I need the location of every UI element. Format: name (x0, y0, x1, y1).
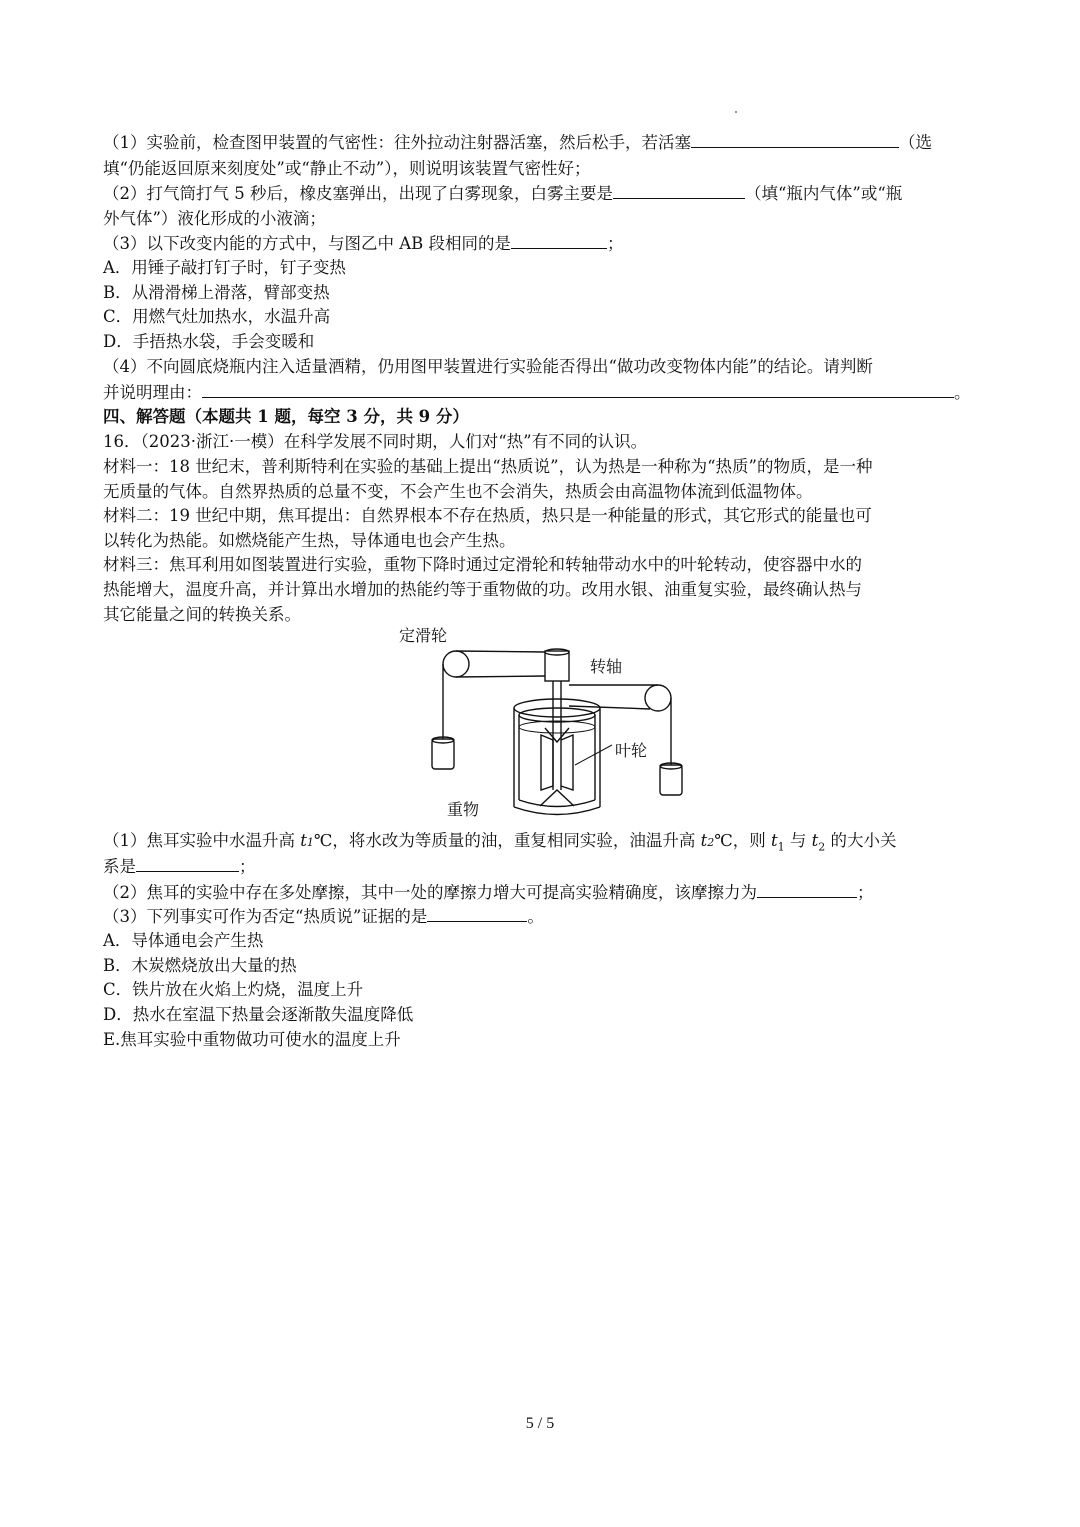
var-t1-subscript: 1 (306, 836, 314, 849)
q16-material2-line2: 以转化为热能。如燃烧能产生热，导体通电也会产生热。 (103, 531, 516, 550)
impeller-blade-left (541, 735, 553, 790)
inner-bottom (519, 800, 595, 807)
section-title: 四、解答题（本题共 1 题，每空 3 分，共 9 分） (103, 407, 469, 426)
q15-part1-line2: 填“仍能返回原来刻度处”或“静止不动”），则说明该装置气密性好； (103, 159, 591, 178)
q16-option-a[interactable]: A．导体通电会产生热 (103, 931, 264, 950)
fixed-pulley-left (443, 651, 469, 677)
q16-part1-line2 (103, 855, 256, 879)
q16-option-b[interactable]: B．木炭燃烧放出大量的热 (103, 956, 297, 975)
water-surface (519, 721, 595, 733)
q16-part1-blank[interactable] (136, 855, 239, 872)
q16-part1-text-d: 系是 (103, 857, 136, 876)
cmp-t1-subscript: 1 (777, 840, 785, 854)
var-t1: t (300, 831, 307, 850)
string-left-lower (456, 676, 545, 677)
fixed-pulley-right (645, 685, 671, 711)
q16-option-e[interactable]: E.焦耳实验中重物做功可使水的温度上升 (103, 1030, 401, 1049)
q16-part1-text-a: （1）焦耳实验中水温升高 (103, 831, 301, 850)
q16-option-c[interactable]: C．铁片放在火焰上灼烧，温度上升 (103, 980, 364, 999)
q15-option-c[interactable]: C．用燃气灶加热水，水温升高 (103, 307, 331, 326)
q15-part4-line1: （4）不向圆底烧瓶内注入适量酒精，仍用图甲装置进行实验能否得出“做功改变物体内能”的结论。请判断 (103, 357, 873, 376)
q15-part3-tail: ； (607, 234, 624, 253)
q15-part4-tail: 。 (954, 383, 971, 402)
q16-part2-line (103, 881, 874, 905)
impeller-blade-right (561, 735, 573, 790)
q16-part3-tail: 。 (527, 907, 544, 926)
string-right-lower (569, 706, 650, 709)
q15-part1-tail: （选 (899, 133, 932, 152)
q16-material1-line1: 材料一：18 世纪末，普利斯特利在实验的基础上提出“热质说”，认为热是一种称为“热质”的物质，是一种 (103, 457, 873, 476)
label-impeller: 叶轮 (615, 741, 648, 760)
q15-option-a[interactable]: A．用锤子敲打钉子时，钉子变热 (103, 258, 346, 277)
q16-part2-text: （2）焦耳的实验中存在多处摩擦，其中一处的摩擦力增大可提高实验精确度，该摩擦力为 (103, 883, 757, 902)
axle-block-top (545, 649, 569, 655)
label-fixed-pulley: 定滑轮 (399, 626, 448, 645)
q15-option-b[interactable]: B．从滑滑梯上滑落，臂部变热 (103, 283, 330, 302)
q16-part3-text: （3）下列事实可作为否定“热质说”证据的是 (103, 907, 428, 926)
q15-part1-text: （1）实验前，检查图甲装置的气密性：往外拉动注射器活塞，然后松手，若活塞 (103, 133, 691, 152)
q16-material3-line3: 其它能量之间的转换关系。 (103, 605, 301, 624)
label-axle: 转轴 (590, 657, 623, 676)
q16-material3-line1: 材料三：焦耳利用如图装置进行实验，重物下降时通过定滑轮和转轴带动水中的叶轮转动，使容器中水的 (103, 555, 862, 574)
var-t2: t (700, 831, 708, 850)
impeller-blade-top (545, 728, 569, 742)
q15-part4-text: 并说明理由： (103, 383, 202, 402)
string-left-top (456, 651, 545, 652)
q16-material1-line2: 无质量的气体。自然界热质的总量不变，不会产生也不会消失，热质会由高温物体流到低温物体。 (103, 482, 813, 501)
q16-part1-tail: 的大小关 (825, 831, 897, 850)
q15-part2-line2: 外气体”）液化形成的小液滴； (103, 209, 326, 228)
q16-material3-line2: 热能增大，温度升高，并计算出水增加的热能约等于重物做的功。改用水银、油重复实验，最终确认热与 (103, 580, 862, 599)
q16-part1-text-b: ℃，将水改为等质量的油，重复相同实验，油温升高 (313, 831, 701, 850)
q16-option-d[interactable]: D．热水在室温下热量会逐渐散失温度降低 (103, 1005, 414, 1024)
var-t2-subscript: 2 (707, 836, 715, 849)
impeller-blade-bottom (540, 790, 574, 806)
q15-part2-text: （2）打气筒打气 5 秒后，橡皮塞弹出，出现了白雾现象，白雾主要是 (103, 184, 613, 203)
q16-part2-blank[interactable] (757, 881, 857, 898)
q16-stem: 16．（2023·浙江·一模）在科学发展不同时期，人们对“热”有不同的认识。 (103, 432, 648, 451)
cmp-t1: t (770, 831, 778, 850)
cmp-t2: t (811, 831, 819, 850)
q16-part1-text-c: ℃，则 (714, 831, 771, 850)
label-weight: 重物 (447, 800, 480, 819)
q15-option-d[interactable]: D．手捂热水袋，手会变暖和 (103, 332, 315, 351)
impeller-leader (575, 745, 612, 765)
q16-part2-tail: ； (857, 883, 874, 902)
page-number: 5 / 5 (525, 1415, 555, 1432)
q16-part3-line (103, 905, 544, 929)
q16-part1-and: 与 (784, 831, 812, 850)
cmp-t2-subscript: 2 (818, 840, 826, 854)
q16-part3-blank[interactable] (427, 905, 527, 922)
q16-material2-line1: 材料二：19 世纪中期，焦耳提出：自然界根本不存在热质，热只是一种能量的形式，其它形式的能量也可 (103, 506, 872, 525)
container-bottom (514, 807, 600, 815)
q16-part1-end: ； (239, 857, 256, 876)
q15-part2-tail: （填“瓶内气体”或“瓶 (745, 184, 903, 203)
q15-part3-text: （3）以下改变内能的方式中，与图乙中 AB 段相同的是 (103, 234, 512, 253)
